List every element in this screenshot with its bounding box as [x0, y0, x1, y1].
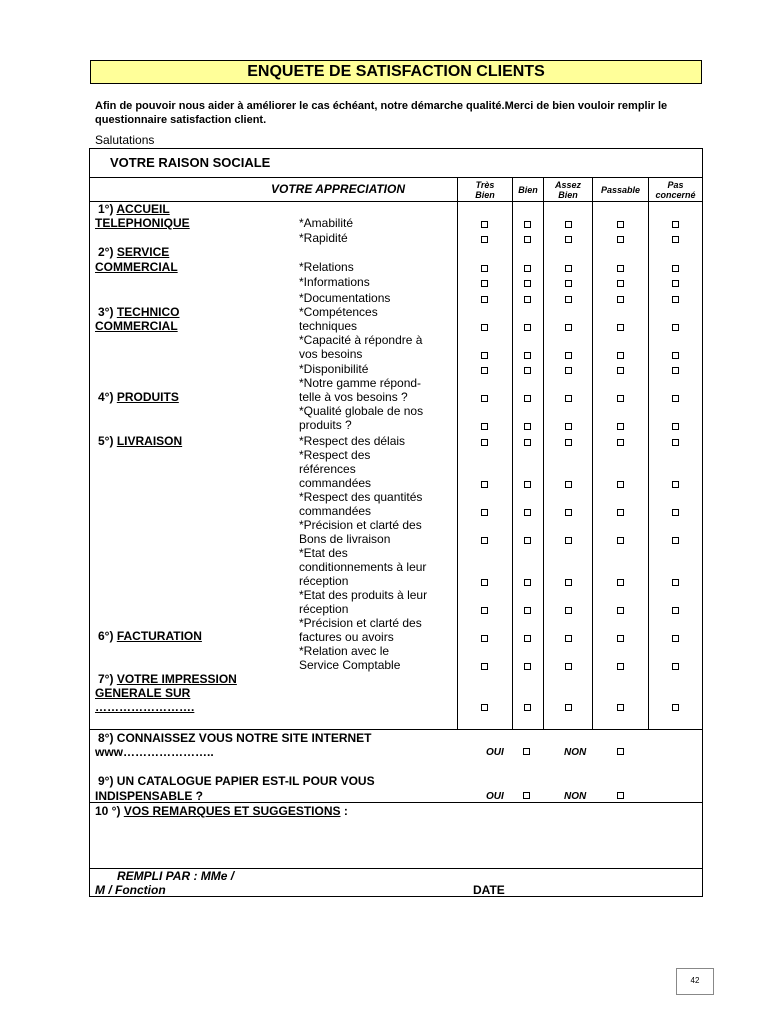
rating-checkbox[interactable] [617, 663, 624, 670]
rating-checkbox[interactable] [617, 324, 624, 331]
rating-checkbox[interactable] [524, 236, 531, 243]
rating-checkbox[interactable] [672, 367, 679, 374]
non-label: NON [564, 791, 587, 802]
rating-checkbox[interactable] [672, 395, 679, 402]
section-livraison: 5°) LIVRAISON [98, 434, 183, 448]
rating-checkbox[interactable] [565, 296, 572, 303]
oui-label: OUI [486, 747, 504, 758]
checkbox-non[interactable] [617, 748, 624, 755]
rating-checkbox[interactable] [672, 481, 679, 488]
divider [90, 177, 702, 178]
rating-checkbox[interactable] [565, 439, 572, 446]
criterion-label: *Respect des quantités commandées [299, 490, 423, 518]
rating-checkbox[interactable] [672, 296, 679, 303]
question-site-internet: 8°) CONNAISSEZ VOUS NOTRE SITE INTERNET [98, 731, 372, 745]
rating-checkbox[interactable] [617, 296, 624, 303]
rating-checkbox[interactable] [565, 537, 572, 544]
rating-checkbox[interactable] [524, 265, 531, 272]
rating-checkbox[interactable] [481, 423, 488, 430]
salutation: Salutations [95, 133, 155, 147]
question-catalogue: 9°) UN CATALOGUE PAPIER EST-IL POUR VOUS [98, 774, 375, 788]
rating-checkbox[interactable] [617, 537, 624, 544]
rating-checkbox[interactable] [481, 481, 488, 488]
rating-checkbox[interactable] [672, 236, 679, 243]
column-divider [457, 177, 458, 729]
raison-sociale-label: VOTRE RAISON SOCIALE [110, 155, 271, 170]
section-technico-commercial: 3°) TECHNICO [98, 305, 180, 319]
criterion-label: *Amabilité [299, 216, 354, 230]
rating-checkbox[interactable] [481, 537, 488, 544]
rating-checkbox[interactable] [617, 280, 624, 287]
rating-header-bien: Bien [518, 185, 538, 195]
rating-checkbox[interactable] [481, 395, 488, 402]
rating-checkbox[interactable] [617, 367, 624, 374]
rating-checkbox[interactable] [481, 704, 488, 711]
rating-checkbox[interactable] [481, 579, 488, 586]
intro-line: questionnaire satisfaction client. [95, 114, 267, 126]
rating-header-passable: Passable [600, 185, 641, 195]
rating-checkbox[interactable] [617, 481, 624, 488]
criterion-label: *Qualité globale de nos produits ? [299, 404, 424, 432]
rating-checkbox[interactable] [672, 280, 679, 287]
rating-checkbox[interactable] [524, 509, 531, 516]
rating-checkbox[interactable] [524, 324, 531, 331]
rating-checkbox[interactable] [672, 439, 679, 446]
rating-checkbox[interactable] [565, 265, 572, 272]
criterion-label: *Informations [299, 275, 370, 289]
rating-checkbox[interactable] [617, 579, 624, 586]
non-label: NON [564, 747, 587, 758]
rating-header-assez-bien: Assez Bien [554, 180, 581, 200]
fonction-label: M / Fonction [95, 883, 166, 897]
rating-checkbox[interactable] [524, 579, 531, 586]
rating-checkbox[interactable] [524, 221, 531, 228]
criterion-label: *Capacité à répondre à vos besoins [299, 333, 423, 361]
rating-checkbox[interactable] [481, 221, 488, 228]
rating-checkbox[interactable] [565, 704, 572, 711]
divider [90, 729, 702, 730]
rating-checkbox[interactable] [617, 635, 624, 642]
rating-checkbox[interactable] [481, 352, 488, 359]
rating-checkbox[interactable] [672, 663, 679, 670]
rating-header-tres-bien: Très Bien [475, 180, 495, 200]
survey-form [89, 148, 703, 897]
rating-checkbox[interactable] [617, 236, 624, 243]
date-label: DATE [473, 883, 505, 897]
rating-checkbox[interactable] [565, 367, 572, 374]
rating-checkbox[interactable] [565, 607, 572, 614]
column-divider [592, 177, 593, 729]
rating-checkbox[interactable] [565, 423, 572, 430]
criterion-label: *Notre gamme répond- telle à vos besoins ? [299, 376, 422, 404]
rating-checkbox[interactable] [565, 635, 572, 642]
criterion-label: *Rapidité [299, 231, 348, 245]
rating-checkbox[interactable] [617, 607, 624, 614]
rating-checkbox[interactable] [672, 265, 679, 272]
rating-checkbox[interactable] [565, 481, 572, 488]
rating-checkbox[interactable] [481, 265, 488, 272]
rating-checkbox[interactable] [565, 663, 572, 670]
question-catalogue-line2: INDISPENSABLE ? [95, 789, 204, 803]
column-divider [648, 177, 649, 729]
section-service-commercial: 2°) SERVICE [98, 245, 170, 259]
section-technico-commercial-line2: COMMERCIAL [95, 319, 178, 333]
rating-checkbox[interactable] [617, 423, 624, 430]
rating-checkbox[interactable] [524, 439, 531, 446]
rating-checkbox[interactable] [672, 324, 679, 331]
rating-checkbox[interactable] [672, 607, 679, 614]
page-title: ENQUETE DE SATISFACTION CLIENTS [90, 60, 702, 84]
checkbox-non[interactable] [617, 792, 624, 799]
rempli-par-label: REMPLI PAR : MMe / [117, 869, 235, 883]
question-remarques: 10 °) VOS REMARQUES ET SUGGESTIONS : [95, 804, 348, 818]
rating-checkbox[interactable] [672, 221, 679, 228]
rating-checkbox[interactable] [617, 221, 624, 228]
rating-checkbox[interactable] [524, 280, 531, 287]
rating-checkbox[interactable] [524, 423, 531, 430]
rating-checkbox[interactable] [481, 324, 488, 331]
rating-checkbox[interactable] [565, 579, 572, 586]
rating-checkbox[interactable] [481, 296, 488, 303]
rating-checkbox[interactable] [672, 537, 679, 544]
criterion-label: *Compétences techniques [299, 305, 378, 333]
rating-checkbox[interactable] [617, 509, 624, 516]
criterion-label: *Etat des produits à leur réception [299, 588, 428, 616]
rating-checkbox[interactable] [672, 704, 679, 711]
intro-text [95, 99, 707, 127]
rating-checkbox[interactable] [617, 439, 624, 446]
rating-checkbox[interactable] [524, 481, 531, 488]
rating-checkbox[interactable] [524, 352, 531, 359]
rating-checkbox[interactable] [672, 352, 679, 359]
rating-checkbox[interactable] [565, 324, 572, 331]
criterion-label: *Documentations [299, 291, 391, 305]
section-facturation: 6°) FACTURATION [98, 629, 202, 643]
section-accueil: 1°) ACCUEIL [98, 202, 170, 216]
column-divider [543, 177, 544, 729]
rating-checkbox[interactable] [524, 537, 531, 544]
criterion-label: *Respect des références commandées [299, 448, 372, 490]
rating-checkbox[interactable] [524, 395, 531, 402]
rating-checkbox[interactable] [617, 352, 624, 359]
rating-checkbox[interactable] [481, 367, 488, 374]
rating-checkbox[interactable] [672, 579, 679, 586]
rating-checkbox[interactable] [481, 439, 488, 446]
section-impression-generale-line3: ……………………. [95, 700, 195, 714]
rating-checkbox[interactable] [481, 509, 488, 516]
rating-checkbox[interactable] [524, 607, 531, 614]
criterion-label: *Précision et clarté des factures ou avoirs [299, 616, 422, 644]
section-produits: 4°) PRODUITS [98, 390, 179, 404]
rating-checkbox[interactable] [481, 236, 488, 243]
criterion-label: *Etat des conditionnements à leur réception [299, 546, 427, 588]
question-site-internet-line2: www………………….. [95, 745, 214, 759]
criterion-label: *Précision et clarté des Bons de livraison [299, 518, 422, 546]
rating-checkbox[interactable] [565, 509, 572, 516]
section-accueil-line2: TELEPHONIQUE [95, 216, 190, 230]
rating-checkbox[interactable] [672, 423, 679, 430]
rating-checkbox[interactable] [481, 280, 488, 287]
intro-line: Afin de pouvoir nous aider à améliorer le cas échéant, notre démarche qualité.Merci de bien vouloir remplir le [95, 100, 668, 112]
page-number: 42 [676, 968, 714, 995]
rating-checkbox[interactable] [617, 265, 624, 272]
rating-checkbox[interactable] [524, 367, 531, 374]
section-service-commercial-line2: COMMERCIAL [95, 260, 178, 274]
criterion-label: *Relations [299, 260, 354, 274]
rating-checkbox[interactable] [565, 352, 572, 359]
section-impression-generale: 7°) VOTRE IMPRESSION [98, 672, 237, 686]
rating-checkbox[interactable] [565, 221, 572, 228]
rating-checkbox[interactable] [481, 663, 488, 670]
checkbox-oui[interactable] [523, 792, 530, 799]
checkbox-oui[interactable] [523, 748, 530, 755]
criterion-label: *Respect des délais [299, 434, 406, 448]
divider [90, 201, 702, 202]
criterion-label: *Disponibilité [299, 362, 369, 376]
section-impression-generale-line2: GENERALE SUR [95, 686, 191, 700]
column-divider [512, 177, 513, 729]
criterion-label: *Relation avec le Service Comptable [299, 644, 401, 672]
rating-checkbox[interactable] [481, 635, 488, 642]
rating-checkbox[interactable] [481, 607, 488, 614]
rating-checkbox[interactable] [524, 296, 531, 303]
remarques-field[interactable] [95, 821, 695, 865]
rating-checkbox[interactable] [672, 635, 679, 642]
oui-label: OUI [486, 791, 504, 802]
rating-checkbox[interactable] [524, 704, 531, 711]
rating-checkbox[interactable] [565, 395, 572, 402]
appreciation-header: VOTRE APPRECIATION [271, 182, 406, 196]
rating-checkbox[interactable] [524, 635, 531, 642]
rating-checkbox[interactable] [524, 663, 531, 670]
rating-checkbox[interactable] [565, 236, 572, 243]
rating-checkbox[interactable] [672, 509, 679, 516]
rating-checkbox[interactable] [565, 280, 572, 287]
rating-checkbox[interactable] [617, 704, 624, 711]
rating-header-pas-concerne: Pas concerné [655, 180, 696, 200]
rating-checkbox[interactable] [617, 395, 624, 402]
